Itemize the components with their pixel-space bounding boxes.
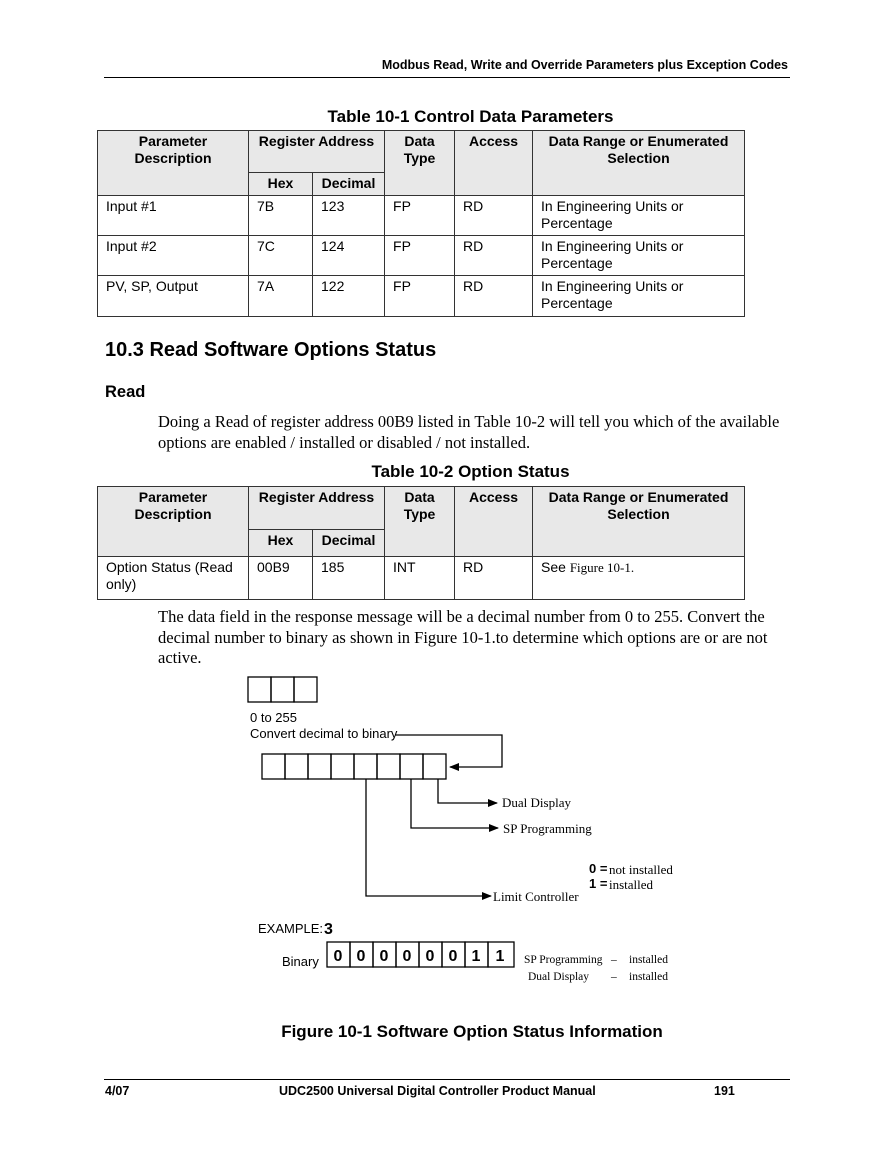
- limit-controller-label: Limit Controller: [493, 889, 579, 904]
- cell-type: FP: [385, 236, 455, 276]
- intro-paragraph: Doing a Read of register address 00B9 listed in Table 10-2 will tell you which of the available options are enabled / installed or disabled / not installed.: [158, 412, 780, 452]
- col-header-decimal: Decimal: [313, 530, 385, 557]
- table1-title: Table 10-1 Control Data Parameters: [327, 107, 614, 126]
- example-label: EXAMPLE:: [258, 921, 324, 936]
- range-label: 0 to 255: [250, 710, 297, 725]
- col-header-parameter: Parameter Description: [98, 131, 249, 196]
- cell-type: INT: [385, 557, 455, 600]
- binary-digit: 1: [471, 948, 481, 965]
- col-header-register: Register Address: [249, 487, 385, 530]
- cell-decimal: 122: [313, 276, 385, 317]
- page-header-title: Modbus Read, Write and Override Parameters plus Exception Codes: [381, 58, 788, 72]
- cell-access: RD: [455, 276, 533, 317]
- binary-bit-boxes: [262, 754, 446, 779]
- figure-caption: Figure 10-1 Software Option Status Information: [281, 1022, 663, 1041]
- binary-digit: 0: [356, 948, 366, 965]
- cell-range: In Engineering Units or Percentage: [533, 236, 745, 276]
- col-header-register: Register Address: [249, 131, 385, 173]
- col-header-hex: Hex: [249, 530, 313, 557]
- subsection-heading: Read: [105, 383, 146, 401]
- legend-zero-text: not installed: [609, 862, 673, 877]
- footer-page-number: 191: [714, 1084, 735, 1098]
- col-header-range: Data Range or Enumerated Selection: [533, 487, 745, 557]
- cell-hex: 00B9: [249, 557, 313, 600]
- limit-controller-leader: [366, 779, 491, 896]
- result-sp-programming-status: installed: [629, 954, 668, 966]
- conversion-paragraph: The data field in the response message will be a decimal number from 0 to 255. Convert the decimal number to binary as shown in Figure 10-1.to determine which options are or are not active.: [158, 607, 768, 667]
- footer-divider: [104, 1079, 790, 1080]
- binary-digit: 0: [402, 948, 412, 965]
- cell-range: In Engineering Units or Percentage: [533, 276, 745, 317]
- cell-access: RD: [455, 236, 533, 276]
- cell-hex: 7C: [249, 236, 313, 276]
- cell-decimal: 124: [313, 236, 385, 276]
- result-sp-programming-dash: –: [611, 954, 617, 966]
- table2-title: Table 10-2 Option Status: [371, 462, 570, 481]
- range-prefix: See: [541, 559, 570, 575]
- section-heading: 10.3 Read Software Options Status: [105, 339, 437, 361]
- cell-type: FP: [385, 276, 455, 317]
- cell-type: FP: [385, 196, 455, 236]
- cell-param: Input #2: [98, 236, 249, 276]
- figure-reference: Figure 10-1.: [569, 560, 635, 575]
- col-header-type: Data Type: [385, 131, 455, 196]
- decimal-input-boxes: [248, 677, 317, 702]
- result-dual-display-name: Dual Display: [528, 971, 590, 983]
- example-value: 3: [324, 921, 333, 938]
- binary-digit: 1: [495, 948, 505, 965]
- cell-range: In Engineering Units or Percentage: [533, 196, 745, 236]
- legend-zero-number: 0 =: [589, 861, 608, 876]
- col-header-access: Access: [455, 487, 533, 557]
- example-binary-boxes: [327, 942, 514, 967]
- result-dual-display-dash: –: [611, 971, 617, 983]
- cell-access: RD: [455, 557, 533, 600]
- col-header-decimal: Decimal: [313, 173, 385, 196]
- result-dual-display-status: installed: [629, 971, 668, 983]
- sp-programming-label: SP Programming: [503, 821, 592, 836]
- cell-hex: 7A: [249, 276, 313, 317]
- col-header-range: Data Range or Enumerated Selection: [533, 131, 745, 196]
- cell-hex: 7B: [249, 196, 313, 236]
- col-header-type: Data Type: [385, 487, 455, 557]
- binary-digit: 0: [425, 948, 435, 965]
- binary-label: Binary: [282, 954, 319, 969]
- legend-one-number: 1 =: [589, 876, 608, 891]
- cell-param: Option Status (Read only): [98, 557, 249, 600]
- result-sp-programming-name: SP Programming: [524, 954, 603, 966]
- binary-digit: 0: [379, 948, 389, 965]
- cell-access: RD: [455, 196, 533, 236]
- dual-display-label: Dual Display: [502, 795, 571, 810]
- cell-decimal: 123: [313, 196, 385, 236]
- binary-digit: 0: [333, 948, 343, 965]
- col-header-access: Access: [455, 131, 533, 196]
- cell-decimal: 185: [313, 557, 385, 600]
- footer-manual-title: UDC2500 Universal Digital Controller Product Manual: [279, 1084, 596, 1098]
- convert-arrow: [395, 735, 502, 767]
- cell-param: PV, SP, Output: [98, 276, 249, 317]
- footer-date: 4/07: [105, 1084, 130, 1098]
- legend-one-text: installed: [609, 877, 654, 892]
- cell-param: Input #1: [98, 196, 249, 236]
- convert-label: Convert decimal to binary: [250, 726, 398, 741]
- dual-display-leader: [438, 779, 497, 803]
- col-header-parameter: Parameter Description: [98, 487, 249, 557]
- col-header-hex: Hex: [249, 173, 313, 196]
- binary-digit: 0: [448, 948, 458, 965]
